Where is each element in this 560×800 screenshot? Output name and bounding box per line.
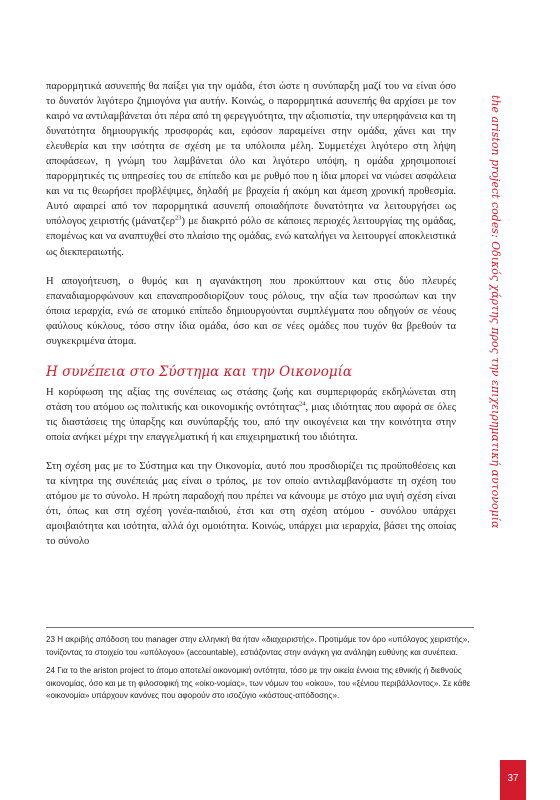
- section-heading: Η συνέπεια στο Σύστημα και την Οικονομία: [46, 363, 353, 380]
- paragraph: Στη σχέση μας με το Σύστημα και την Οικονομία, αυτό που προσδιορίζει τις προϋποθέσεις και τα κίνητρα της συνέπειάς μας είναι ο τρόπος, με τον οποίο αντιλαμβανόμαστε τη σχέση του ατόμου με το σύνολο. Η πρώτη παραδοχή που πρέπει να κάνουμε με στόχο μια υγιή σχέση είναι ότι, όπως και στη σχέση γονέα-παιδιού, έτσι και στη σχέση ατόμου - συνόλου υπάρχει αμοιβαιότητα και ισότητα, αλλά όχι ομοιότητα. Κοινώς, υπάρχει μια ιεραρχία, βάσει της οποίας το σύνολο: [46, 460, 456, 548]
- paragraph: Η απογοήτευση, ο θυμός και η αγανάκτηση που προκύπτουν και στις δύο πλευρές επαναδιαμορφώνουν και επαναπροσδιορίζουν τους ρόλους, την αξία των προσώπων και την όποια ιεραρχία, ενώ σε ατομικό επίπεδο δημιουργούνται συμπλέγματα που οδηγούν σε νέους φαύλους κύκλους, τόσο στην ίδια ομάδα, όσο και σε νέες ομάδες που τυχόν θα βρεθούν τα συγκεκριμένα άτομα.: [46, 275, 456, 347]
- footnotes: [46, 634, 476, 709]
- page-number-tab: [500, 760, 526, 800]
- paragraph: [46, 79, 456, 260]
- running-title: [487, 95, 505, 695]
- main-text: [46, 79, 456, 563]
- running-title-text: the ariston project codes: Οδικός χάρτης προς την επιχειρηματική αυτονομία: [489, 95, 502, 529]
- paragraph: [46, 385, 456, 445]
- footnote-ref-23[interactable]: 23: [175, 214, 182, 222]
- footnote-23: 23 Η ακριβής απόδοση του manager στην ελληνική θα ήταν «διαχειριστής». Προτιμάμε τον όρο «υπόλογος χειριστής», τονίζοντας το στοιχείο του «υπόλογου» (accountable), εστιάζοντας στην ανάγκη για ανάληψη ευθύνης και συνέπεια.: [46, 635, 470, 657]
- paragraph-text: παρορμητικά ασυνεπής θα παίξει για την ομάδα, έτσι ώστε η συνύπαρξη μαζί του να είναι όσο το δυνατόν λιγότερο ζημιογόνα για αυτήν. Κοινώς, ο παρορμητικά ασυνεπής θα αρχίσει με τον καιρό να αντιλαμβάνεται ότι πέρα από τη φερεγγυότητα, την αξιοπιστία, την υπερηφάνεια και τη δυνατότητα δημιουργικής προσφοράς και, εφόσον παραμείνει στην ομάδα, χάνει και την ελευθερία και την ισότητα σε σχέση με τα υπόλοιπα μέλη. Συμμετέχει λιγότερο στη λήψη αποφάσεων, η γνώμη του λαμβάνεται όλο και λιγότερο υπόψη, η ομάδα χρησιμοποιεί παρορμητικές τις υπηρεσίες του σε επίπεδο και με ρυθμό που η ίδια μπορεί να νιώσει ασφάλεια και να τις θεωρήσει προβλέψιμες, δηλαδή με βραχεία ή ακόμη και άμεση χρονική προθεσμία. Αυτό αφαιρεί από τον παρορμητικά ασυνεπή οποιαδήποτε δυνατότητα να λειτουργήσει ως υπόλογος χειριστής (μάνατζερ: [46, 81, 456, 228]
- paragraph-text: , μιας ιδιότητας που αφορά σε όλες τις διαστάσεις της ύπαρξης και συνύπαρξής του, από την οικογένεια και την κοινότητα στην οποία ανήκει μέχρι την επαγγελματική ή και επιχειρηματική του ιδιότητα.: [46, 401, 457, 443]
- page-number: 37: [507, 773, 519, 784]
- paragraph-text: Η κορύφωση της αξίας της συνέπειας ως στάσης ζωής και συμπεριφοράς εκδηλώνεται στη στάση του ατόμου ως πολιτικής και οικονομικής οντότητας: [46, 386, 456, 413]
- footnote-24: 24 Για το the ariston project το άτομο αποτελεί οικονομική οντότητα, τόσο με την οικεία έννοια της εθνικής ή διεθνούς οικονομίας, όσο και με τη φιλοσοφική της «οίκο-νομίας», των νόμων του «οίκου», του «ξένιου περιβάλλοντος». Σε κάθε «οικονομία» υπάρχουν κανόνες που αφορούν στο ισοζύγιο «κόστους-απόδοσης».: [46, 666, 471, 700]
- footnote-ref-24[interactable]: 24: [299, 400, 306, 408]
- footnote-divider: [46, 627, 474, 628]
- paragraph-text: ) με διακριτό ρόλο σε κάποιες περιοχές λειτουργίας της ομάδας, επομένως και να αναπτυχθεί στο πλαίσιο της ομάδας, ενώ καταλήγει να λειτουργεί αποκλειστικά ως διεκπεραιωτής.: [46, 216, 456, 258]
